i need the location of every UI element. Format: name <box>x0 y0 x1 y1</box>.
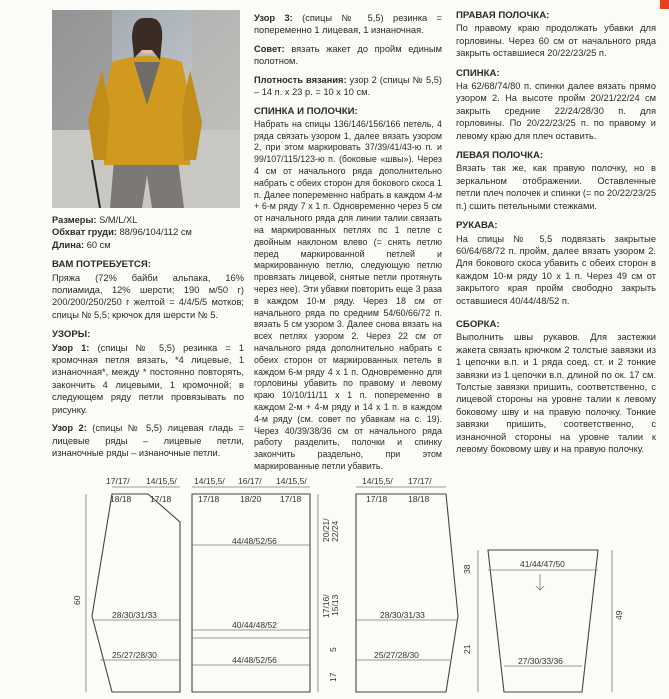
back-fronts-title: СПИНКА И ПОЛОЧКИ: <box>254 106 358 118</box>
rf-height: 60 <box>72 595 82 605</box>
column-left <box>52 214 244 459</box>
back-side-3: 5 <box>328 647 338 652</box>
assembly-text: Выполнить швы рукавов. Для застежки жакета связать крючком 2 толстые завязки из 1 цепочки в.п. и 1 ряда соед. ст. и 2 тонкие завязки из 1 цепочки в.п. длиной по ок. 17 см. Толстые завязки пришить, соответственно, с лицевой стороны на уровне талии к левому боковому шву и на правую полочку. Тонкие завязки пришить, соответственно, с изнаночной стороны на уровне талии к левому боковому шву и на правую полочку. <box>456 332 656 454</box>
back-width-1: 44/48/52/56 <box>232 536 277 546</box>
patterns-title: УЗОРЫ: <box>52 329 91 341</box>
chest-line: Обхват груди: 88/96/104/112 см <box>52 227 192 238</box>
back2-title: СПИНКА: <box>456 67 500 79</box>
back-top-dim-3: 14/15,5/ <box>276 476 307 486</box>
lf-top-dim-1b: 17/18 <box>366 494 388 504</box>
pattern3: Узор 3: (спицы № 5,5) резинка = попеременно 1 лицевая, 1 изнаночная. <box>254 13 442 36</box>
right-front-title: ПРАВАЯ ПОЛОЧКА: <box>456 10 550 21</box>
back-top-dim-2: 16/17/ <box>238 476 262 486</box>
sleeve-title: РУКАВА: <box>456 220 498 232</box>
column-right <box>456 8 656 455</box>
sleeve-side-2: 21 <box>462 644 472 654</box>
assembly-title: СБОРКА: <box>456 318 500 330</box>
sleeve-width-2: 27/30/33/36 <box>518 656 563 666</box>
corner-accent <box>660 0 669 9</box>
back-top-dim-1b: 17/18 <box>198 494 220 504</box>
right-front-piece <box>72 476 180 692</box>
left-front-piece <box>356 476 458 692</box>
rf-top-dim-2b: 17/18 <box>150 494 172 504</box>
rf-width-1: 28/30/31/33 <box>112 610 157 620</box>
left-front-title: ЛЕВАЯ ПОЛОЧКА: <box>456 150 544 162</box>
left-front-text: Вязать так же, как правую полочку, но в зеркальном отображении. Оставленные петли плеч полочек и спинки (= по 20/22/23/25 п.) сшить петельными стежками. <box>456 163 656 211</box>
advice: Совет: вязать жакет до пройм единым полотном. <box>254 43 442 67</box>
materials-text: Пряжа (72% байби альпака, 16% полиамида, 12% шерсти; 190 м/50 г) 200/200/250/250 г желтой = 4/4/5/5 мотков; спицы № 5,5; крючок для шерсти № 5. <box>52 272 244 320</box>
pattern-diagram <box>0 470 669 699</box>
sleeve-side-1: 38 <box>462 564 472 574</box>
sleeve-height: 49 <box>614 610 624 620</box>
rf-top-dim-1: 17/17/ <box>106 476 130 486</box>
sleeve-width-1: 41/44/47/50 <box>520 559 565 569</box>
back-width-3: 44/48/52/56 <box>232 655 277 665</box>
rf-top-dim-1b: 18/18 <box>110 494 132 504</box>
back-piece <box>192 476 340 692</box>
back-width-2: 40/44/48/52 <box>232 620 277 630</box>
sleeve-piece <box>462 550 624 692</box>
back-side-4: 17 <box>328 672 338 682</box>
back-side-2: 17/16/ <box>321 594 331 618</box>
back-top-dim-3b: 17/18 <box>280 494 302 504</box>
back-side-1: 20/21/ <box>321 518 331 542</box>
right-front-text: По правому краю продолжать убавки для горловины. Через 60 см от начального ряда закрыть оставшиеся 20/22/23/25 п. <box>456 23 656 59</box>
column-middle <box>254 12 442 473</box>
back-top-dim-2b: 18/20 <box>240 494 262 504</box>
lf-top-dim-2: 17/17/ <box>408 476 432 486</box>
sleeve-text: На спицы № 5,5 подвязать закрытые 60/64/68/72 п. пройм, далее вязать узором 2. Для бокового скоса убавить с обеих сторон в каждом 10-м ряду 10 х 1 п. Через 49 см от закрытого края пройм свободно закрыть оставшиеся 40/44/48/52 п. <box>456 233 656 306</box>
lf-top-dim-2b: 18/18 <box>408 494 430 504</box>
pattern2: Узор 2: (спицы № 5,5) лицевая гладь = лицевые ряды – лицевые петли, изнаночные ряды – изнаночные петли. <box>52 423 244 458</box>
rf-width-2: 25/27/28/30 <box>112 650 157 660</box>
model-photo <box>52 10 240 208</box>
density: Плотность вязания: узор 2 (спицы № 5,5) – 14 п. х 23 р. = 10 х 10 см. <box>254 74 442 98</box>
lf-top-dim-1: 14/15,5/ <box>362 476 393 486</box>
rf-top-dim-2: 14/15,5/ <box>146 476 177 486</box>
lf-width-2: 25/27/28/30 <box>374 650 419 660</box>
back-side-2b: 15/13 <box>330 594 340 616</box>
back-side-1b: 22/24 <box>330 520 340 542</box>
back2-text: На 62/68/74/80 п. спинки далее вязать прямо узором 2. На высоте пройм 20/21/22/24 см закрыть средние 22/24/28/30 п. для горловины. По 20/22/23/25 п. по правому и левому краю для плеч оставить. <box>456 81 656 141</box>
pattern1: Узор 1: (спицы № 5,5) резинка = 1 кромочная петля вязать, *4 лицевые, 1 изнаночная*, между * постоянно повторять, закончить 4 лицевыми, 1 кромочной; в следующем ряду петли провязывать по рисунку. <box>52 342 244 415</box>
back-fronts-text: Набрать на спицы 136/146/156/166 петель, 4 ряда связать узором 1, далее вязать узором 2, при этом маркировать 37/39/41/43-ю п. и 99/107/115/123-ю п. (боковые «швы»). Через 4 см от начального ряда дополнительно набрать с обеих сторон для бокового скоса 1 п. Далее попеременно набрать в каждом 4-м + 6-м ряду 7 х 1 п. Одновременно через 5 см от начального ряда для линии талии связать на маркированных петлях пс 1 петле с двойным наклоном влево (= снять петлю перед маркированной петлей и маркированную петлю, следующую петлю провязать лицевой, снятые петли протянуть через нее). Эти убавки повторить еще 3 раза в каждом 10-м ряду. Через 18 см от начального ряда по средним 54/60/66/72 п. вязать 5 см узором 3. Далее снова вязать на всех петлях узором 2. Через 22 см от начального ряда дополнительно набрать с обеих сторон от маркированных петель в каждом 6-м ряду 4 х 1 п. Одновременно для горловины убавить по правому и левому краю 10/10/11/11 х 1 п. попеременно в каждом 2-м + 4-м ряду и 14 х 1 п. в каждом 4-м ряду (см. совет по убавкам на с. 19). Через 40/39/38/36 см от начального ряда работу разделить, полочки и спинку закончить раздельно, при этом маркированные петли убавить. <box>254 118 442 471</box>
back-top-dim-1: 14/15,5/ <box>194 476 225 486</box>
materials-title: ВАМ ПОТРЕБУЕТСЯ: <box>52 259 151 271</box>
length-line: Длина: 60 см <box>52 239 111 250</box>
sizes-line: Размеры: S/M/L/XL <box>52 215 138 225</box>
lf-width-1: 28/30/31/33 <box>380 610 425 620</box>
